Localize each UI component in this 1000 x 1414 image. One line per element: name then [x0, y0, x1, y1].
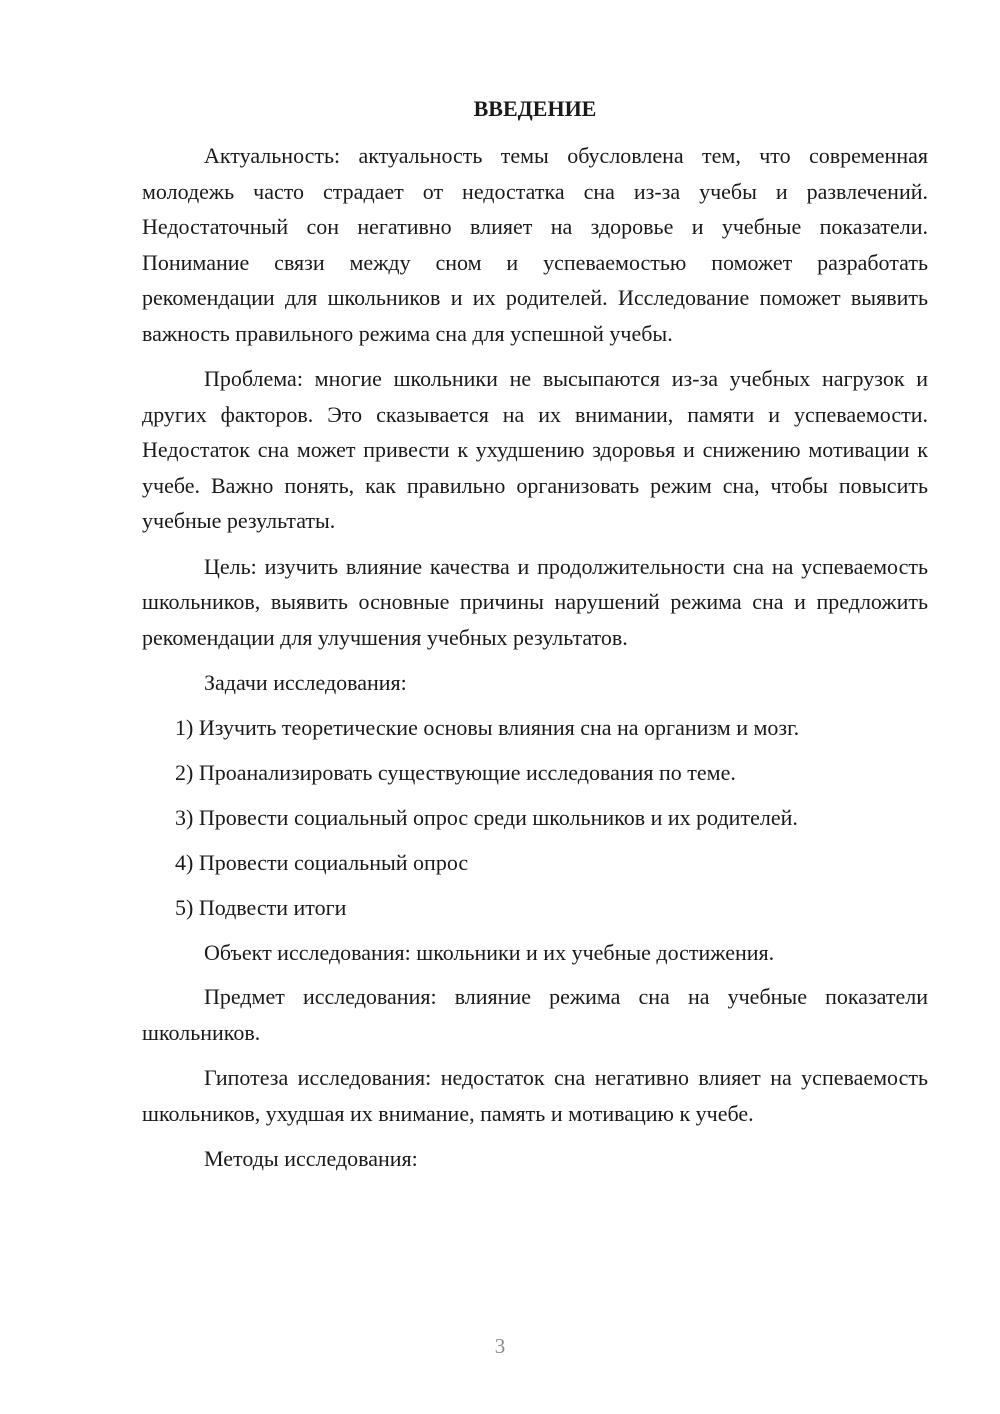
- list-item: 1) Изучить теоретические основы влияния сна на организм и мозг.: [175, 714, 800, 740]
- list-item: 4) Провести социальный опрос: [175, 849, 469, 875]
- page-number: 3: [494, 1334, 506, 1358]
- methods-heading: Методы исследования:: [204, 1146, 418, 1171]
- list-item: 2) Проанализировать существующие исследования по теме.: [175, 759, 736, 785]
- tasks-heading: Задачи исследования:: [204, 670, 407, 695]
- paragraph-goal: Цель: изучить влияние качества и продолжительности сна на успеваемость школьников, выявить основные причины нарушений режима сна и предложить рекомендации для улучшения учебных результатов.: [142, 553, 928, 650]
- paragraph-problem: Проблема: многие школьники не высыпаются из-за учебных нагрузок и других факторов. Это сказывается на их внимании, памяти и успеваемости. Недостаток сна может привести к ухудшению здоровья и снижению мотивации к учебе. Важно понять, как правильно организовать режим сна, чтобы повысить учебные результаты.: [142, 366, 928, 533]
- list-item: 5) Подвести итоги: [175, 894, 347, 920]
- paragraph-object: Объект исследования: школьники и их учебные достижения.: [204, 939, 775, 965]
- list-item: 3) Провести социальный опрос среди школьников и их родителей.: [175, 804, 798, 830]
- paragraph-subject: Предмет исследования: влияние режима сна на учебные показатели школьников.: [142, 984, 928, 1045]
- page-title: ВВЕДЕНИЕ: [473, 96, 597, 121]
- tasks-list: [142, 710, 928, 926]
- document-page: [142, 94, 928, 1187]
- paragraph-hypothesis: Гипотеза исследования: недостаток сна негативно влияет на успеваемость школьников, ухудшая их внимание, память и мотивацию к учебе.: [142, 1065, 928, 1126]
- paragraph-relevance: Актуальность: актуальность темы обусловлена тем, что современная молодежь часто страдает от недостатка сна из-за учебы и развлечений. Недостаточный сон негативно влияет на здоровье и учебные показатели. Понимание связи между сном и успеваемостью поможет разработать рекомендации для школьников и их родителей. Исследование поможет выявить важность правильного режима сна для успешной учебы.: [142, 143, 928, 346]
